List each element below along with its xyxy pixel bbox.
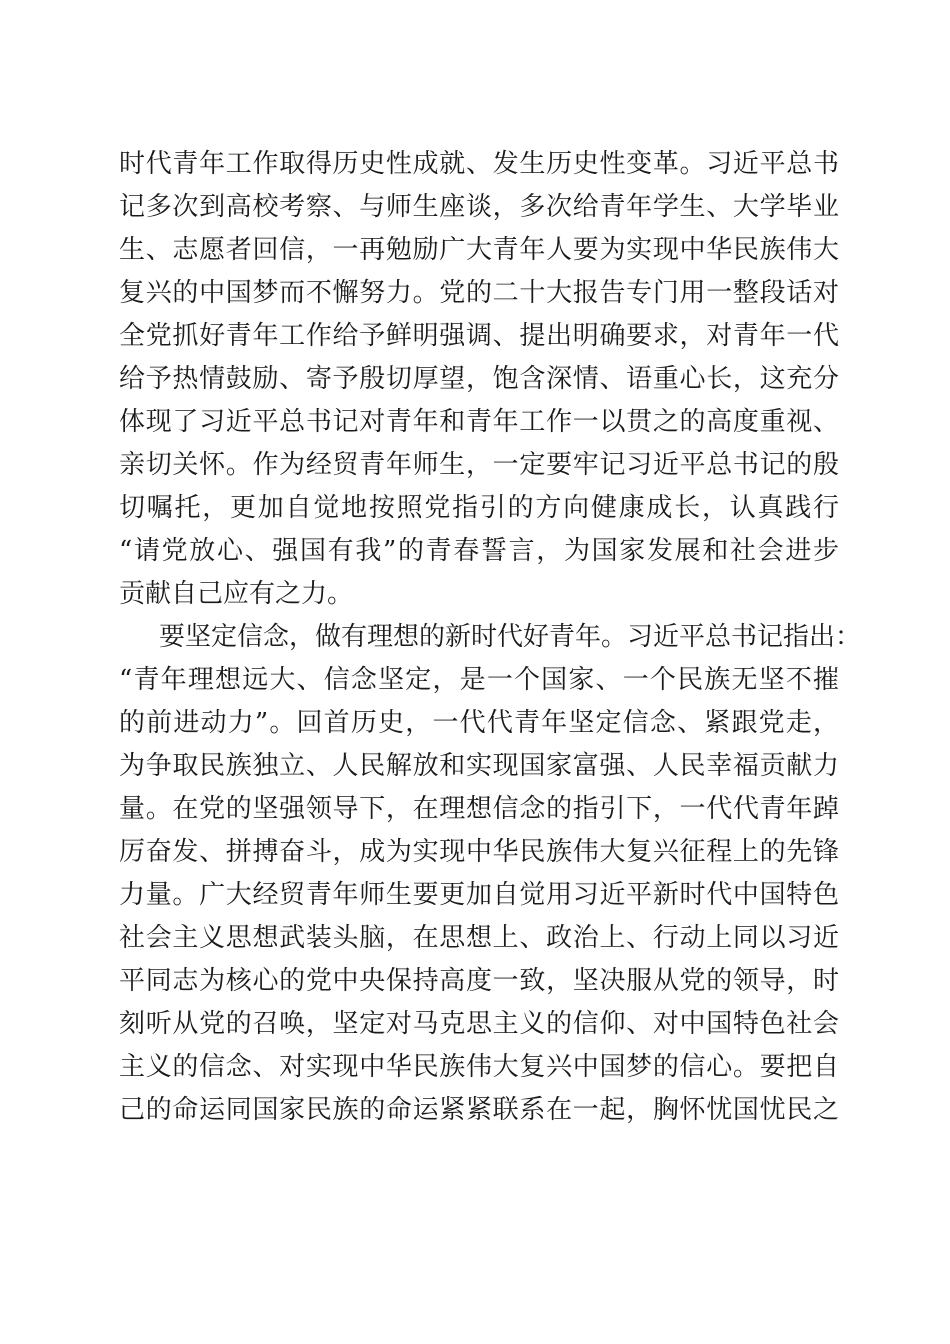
paragraph-1-line-4: 复兴的中国梦而不懈努力。党的二十大报告专门用一整段话对 — [119, 278, 839, 308]
paragraph-1-line-9: 切嘱托，更加自觉地按照党指引的方向健康成长，认真践行 — [119, 493, 839, 523]
paragraph-1-line-10: “请党放心、强国有我”的青春誓言，为国家发展和社会进步 — [119, 536, 839, 566]
paragraph-2-line-2: “青年理想远大、信念坚定，是一个国家、一个民族无坚不摧 — [119, 665, 839, 695]
paragraph-2-line-12: 己的命运同国家民族的命运紧紧联系在一起，胸怀忧国忧民之 — [119, 1095, 839, 1125]
paragraph-1-line-8: 亲切关怀。作为经贸青年师生，一定要牢记习近平总书记的殷 — [119, 450, 839, 480]
body-text — [119, 143, 862, 1132]
paragraph-2-line-10: 刻听从党的召唤，坚定对马克思主义的信仰、对中国特色社会 — [119, 1009, 839, 1039]
paragraph-2-line-7: 力量。广大经贸青年师生要更加自觉用习近平新时代中国特色 — [119, 880, 839, 910]
paragraph-2-line-11: 主义的信念、对实现中华民族伟大复兴中国梦的信心。要把自 — [119, 1052, 839, 1082]
paragraph-2-line-8: 社会主义思想武装头脑，在思想上、政治上、行动上同以习近 — [119, 923, 839, 953]
paragraph-1-line-6: 给予热情鼓励、寄予殷切厚望，饱含深情、语重心长，这充分 — [119, 364, 839, 394]
paragraph-1-line-2: 记多次到高校考察、与师生座谈，多次给青年学生、大学毕业 — [119, 192, 839, 222]
paragraph-2-line-6: 厉奋发、拼搏奋斗，成为实现中华民族伟大复兴征程上的先锋 — [119, 837, 839, 867]
paragraph-2-line-5: 量。在党的坚强领导下，在理想信念的指引下，一代代青年踔 — [119, 794, 839, 824]
paragraph-2-line-1: 要坚定信念，做有理想的新时代好青年。习近平总书记指出： — [159, 622, 862, 652]
paragraph-2-line-3: 的前进动力”。回首历史，一代代青年坚定信念、紧跟党走， — [119, 708, 839, 738]
paragraph-1-line-3: 生、志愿者回信，一再勉励广大青年人要为实现中华民族伟大 — [119, 235, 839, 265]
paragraph-1-line-5: 全党抓好青年工作给予鲜明强调、提出明确要求，对青年一代 — [119, 321, 839, 351]
paragraph-1-line-7: 体现了习近平总书记对青年和青年工作一以贯之的高度重视、 — [119, 407, 839, 437]
paragraph-1-line-11: 贡献自己应有之力。 — [119, 579, 354, 609]
paragraph-2-line-9: 平同志为核心的党中央保持高度一致，坚决服从党的领导，时 — [119, 966, 839, 996]
paragraph-2-line-4: 为争取民族独立、人民解放和实现国家富强、人民幸福贡献力 — [119, 751, 839, 781]
paragraph-1-line-1: 时代青年工作取得历史性成就、发生历史性变革。习近平总书 — [119, 149, 839, 179]
